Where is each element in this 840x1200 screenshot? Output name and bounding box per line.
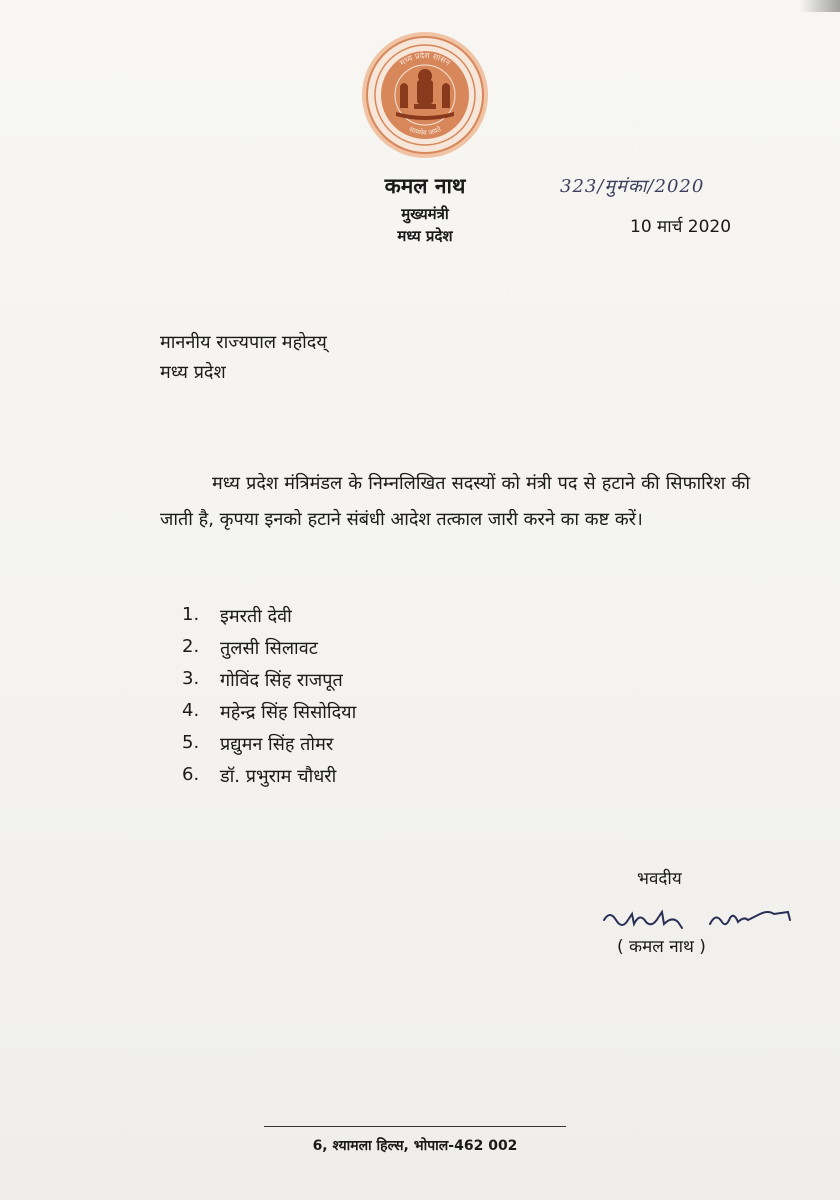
reference-number: 323/मुमंका/2020 bbox=[560, 176, 705, 197]
closing-salutation: भवदीय bbox=[637, 869, 682, 889]
minister-name: गोविंद सिंह राजपूत bbox=[220, 670, 343, 691]
sender-designation: मुख्यमंत्री bbox=[401, 205, 449, 223]
emblem-top-text: मध्य प्रदेश शासन bbox=[398, 50, 452, 68]
state-emblem-seal bbox=[360, 30, 490, 160]
minister-list bbox=[182, 604, 356, 796]
letter-date: 10 मार्च 2020 bbox=[630, 217, 732, 237]
list-item-number: 1. bbox=[182, 604, 200, 625]
minister-name: तुलसी सिलावट bbox=[220, 638, 318, 659]
addressee-line-2: मध्य प्रदेश bbox=[160, 362, 226, 383]
minister-name: प्रद्युमन सिंह तोमर bbox=[220, 734, 334, 755]
emblem-bottom-text: सत्यमेव जयते bbox=[407, 125, 443, 138]
minister-list-item bbox=[182, 636, 356, 668]
list-item-number: 2. bbox=[182, 636, 200, 657]
minister-name: डॉ. प्रभुराम चौधरी bbox=[220, 766, 337, 787]
letter-body: मध्य प्रदेश मंत्रिमंडल के निम्नलिखित सदस्यों को मंत्री पद से हटाने की सिफारिश की जाती है, कृपया इनको हटाने संबंधी आदेश तत्काल जारी करने का कष्ट करें। bbox=[160, 473, 750, 530]
minister-list-item bbox=[182, 732, 356, 764]
sender-name: कमल नाथ bbox=[384, 174, 466, 198]
minister-name: इमरती देवी bbox=[220, 606, 292, 627]
minister-list-item bbox=[182, 604, 356, 636]
list-item-number: 3. bbox=[182, 668, 200, 689]
footer-address: 6, श्यामला हिल्स, भोपाल-462 002 bbox=[312, 1138, 518, 1154]
list-item-number: 4. bbox=[182, 700, 200, 721]
footer-divider bbox=[264, 1126, 566, 1127]
minister-list-item bbox=[182, 764, 356, 796]
list-item-number: 5. bbox=[182, 732, 200, 753]
minister-list-item bbox=[182, 668, 356, 700]
signatory-name: ( कमल नाथ ) bbox=[617, 937, 706, 957]
handwritten-signature bbox=[598, 902, 798, 936]
minister-name: महेन्द्र सिंह सिसोदिया bbox=[220, 702, 357, 723]
addressee-line-1: माननीय राज्यपाल महोदय् bbox=[160, 332, 327, 353]
page-edge-shadow bbox=[800, 0, 840, 12]
list-item-number: 6. bbox=[182, 764, 200, 785]
minister-list-item bbox=[182, 700, 356, 732]
sender-state: मध्य प्रदेश bbox=[397, 227, 453, 245]
